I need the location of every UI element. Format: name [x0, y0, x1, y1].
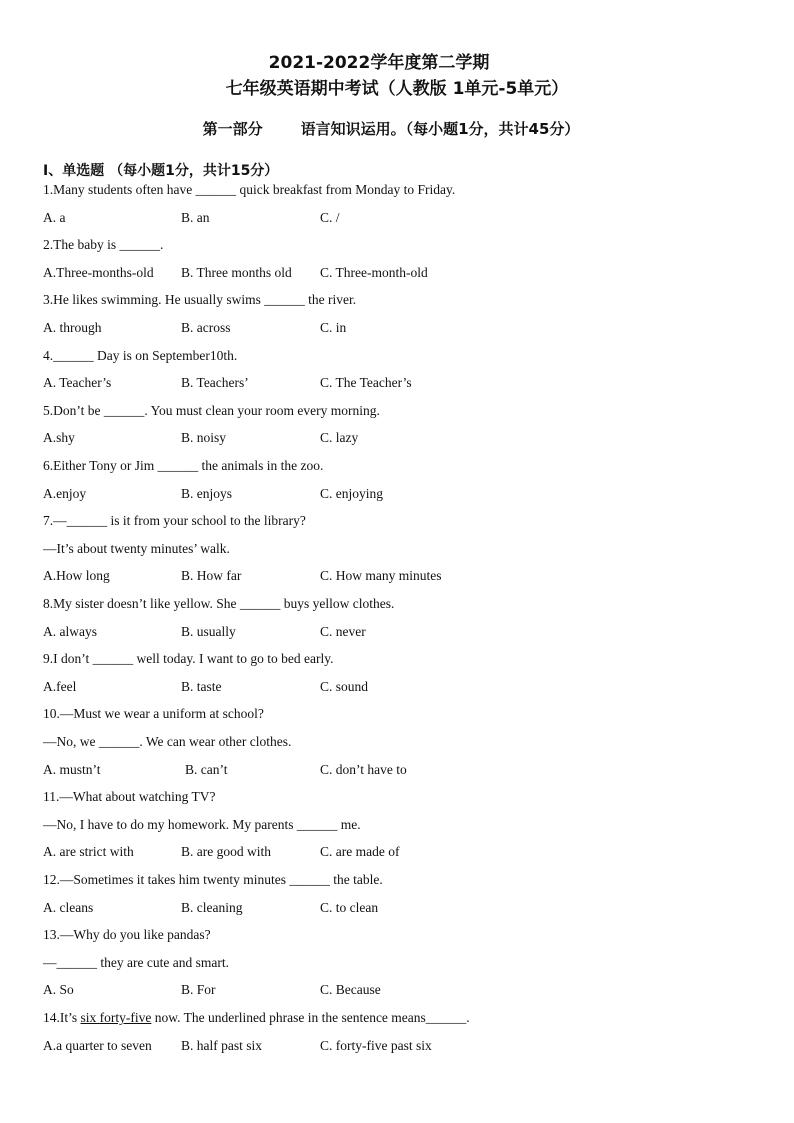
question-7-response: —It’s about twenty minutes’ walk.: [43, 541, 230, 556]
option-c: C. Three-month-old: [320, 265, 428, 280]
option-b: B. across: [181, 320, 231, 335]
question-14-stem-end: now. The underlined phrase in the sentence means______.: [151, 1010, 470, 1025]
option-c: C. to clean: [320, 900, 379, 915]
option-c: C. sound: [320, 679, 369, 694]
option-b: B. taste: [181, 679, 222, 694]
part-title: 第一部分: [202, 120, 263, 138]
part-description: 语言知识运用。（每小题1分，共计45分）: [300, 120, 580, 138]
question-11-response: —No, I have to do my homework. My parents ______ me.: [43, 817, 361, 832]
section-title: I、单选题 （每小题1分，共计15分）: [43, 163, 279, 179]
option-a: A. mustn’t: [43, 762, 101, 777]
option-b: B. enjoys: [181, 486, 233, 501]
option-a: A.feel: [43, 679, 77, 694]
question-6-stem: 6.Either Tony or Jim ______ the animals in the zoo.: [43, 458, 324, 473]
option-a: A. always: [43, 624, 97, 639]
option-b: B. cleaning: [181, 900, 243, 915]
question-13-response: —______ they are cute and smart.: [43, 955, 229, 970]
option-c: C. How many minutes: [320, 568, 442, 583]
option-a: A.a quarter to seven: [43, 1038, 152, 1053]
option-b: B. For: [181, 982, 216, 997]
option-c: C. enjoying: [320, 486, 383, 501]
option-b: B. Three months old: [181, 265, 292, 280]
question-13-stem: 13.—Why do you like pandas?: [43, 927, 211, 942]
part-heading: [0, 118, 788, 139]
question-14-stem: [43, 1010, 470, 1026]
exam-year-title: 2021-2022学年度第二学期: [268, 53, 490, 73]
question-14-stem-start: 14.It’s: [43, 1010, 81, 1025]
option-b: B. How far: [181, 568, 242, 583]
exam-title: 七年级英语期中考试（人教版 1单元-5单元）: [225, 79, 569, 99]
question-10-response: —No, we ______. We can wear other clothes.: [43, 734, 292, 749]
option-a: A.shy: [43, 430, 75, 445]
underlined-phrase: six forty-five: [80, 1010, 152, 1025]
question-12-stem: 12.—Sometimes it takes him twenty minutes ______ the table.: [43, 872, 383, 887]
option-b: B. half past six: [181, 1038, 262, 1053]
option-c: C. lazy: [320, 430, 359, 445]
option-a: A. Teacher’s: [43, 375, 112, 390]
option-a: A. So: [43, 982, 74, 997]
option-b: B. noisy: [181, 430, 227, 445]
option-a: A. through: [43, 320, 102, 335]
option-a: A. cleans: [43, 900, 94, 915]
question-7-stem: 7.—______ is it from your school to the library?: [43, 513, 306, 528]
option-c: C. Because: [320, 982, 381, 997]
option-b: B. an: [181, 210, 210, 225]
question-8-stem: 8.My sister doesn’t like yellow. She ______ buys yellow clothes.: [43, 596, 395, 611]
question-4-stem: 4.______ Day is on September10th.: [43, 348, 238, 363]
option-c: C. never: [320, 624, 366, 639]
question-11-stem: 11.—What about watching TV?: [43, 789, 216, 804]
option-c: C. in: [320, 320, 347, 335]
question-5-stem: 5.Don’t be ______. You must clean your room every morning.: [43, 403, 380, 418]
option-c: C. /: [320, 210, 340, 225]
option-c: C. The Teacher’s: [320, 375, 412, 390]
option-b: B. Teachers’: [181, 375, 249, 390]
option-a: A.enjoy: [43, 486, 87, 501]
option-a: A. are strict with: [43, 844, 134, 859]
option-b: B. usually: [181, 624, 236, 639]
option-c: C. are made of: [320, 844, 400, 859]
option-c: C. don’t have to: [320, 762, 407, 777]
option-b: B. can’t: [185, 762, 228, 777]
question-10-stem: 10.—Must we wear a uniform at school?: [43, 706, 264, 721]
option-a: A.Three-months-old: [43, 265, 154, 280]
option-a: A.How long: [43, 568, 110, 583]
option-a: A. a: [43, 210, 66, 225]
question-2-stem: 2.The baby is ______.: [43, 237, 164, 252]
question-3-stem: 3.He likes swimming. He usually swims ______ the river.: [43, 292, 357, 307]
question-1-stem: 1.Many students often have ______ quick breakfast from Monday to Friday.: [43, 182, 456, 197]
option-b: B. are good with: [181, 844, 271, 859]
option-c: C. forty-five past six: [320, 1038, 432, 1053]
question-9-stem: 9.I don’t ______ well today. I want to go to bed early.: [43, 651, 334, 666]
